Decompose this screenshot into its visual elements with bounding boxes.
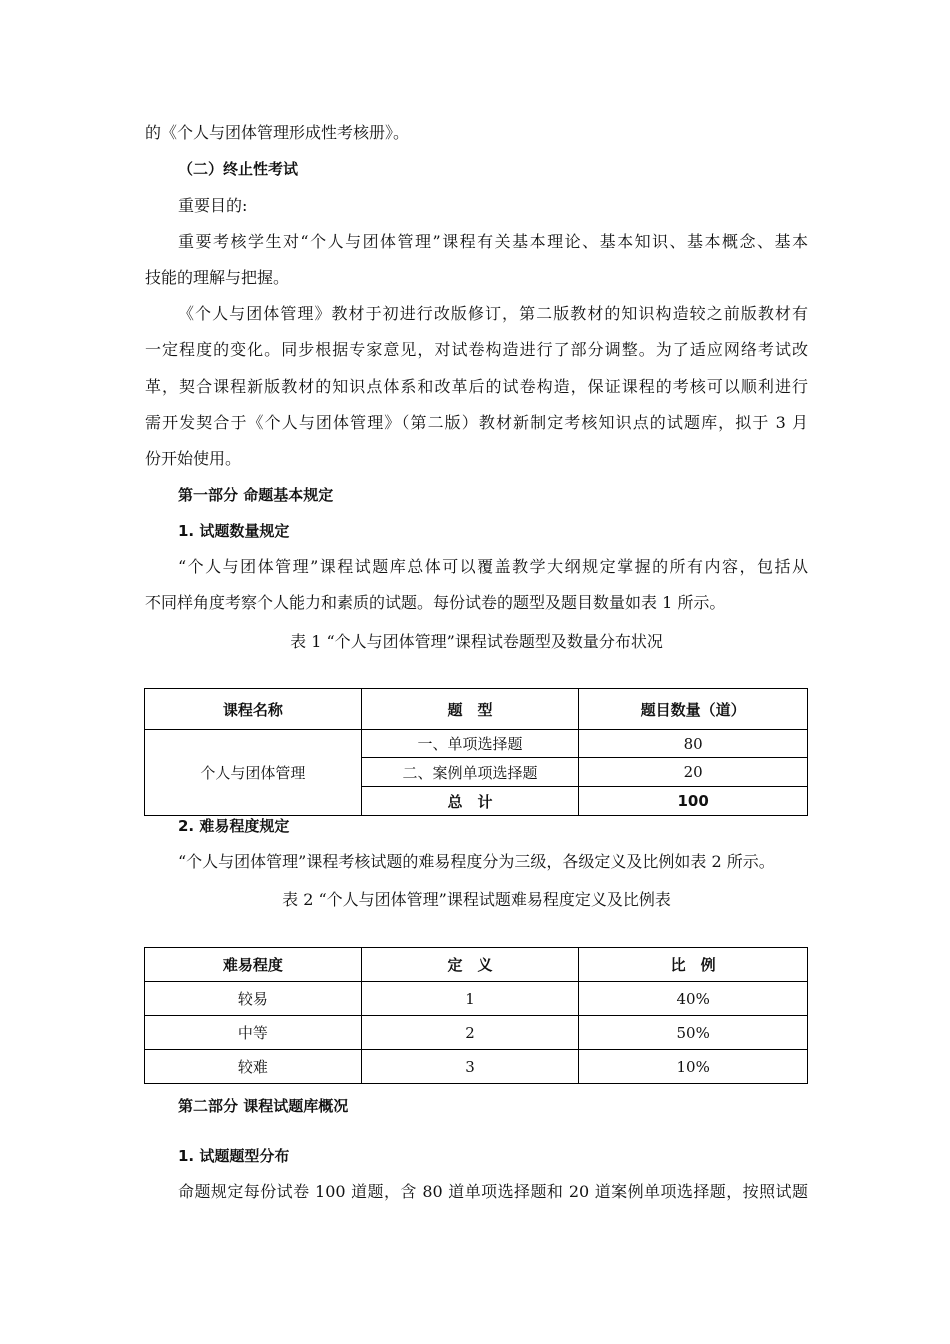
paragraph-line: 《个人与团体管理》教材于初进行改版修订，第二版教材的知识构造较之前版教材有	[178, 304, 808, 323]
table2-level-cell: 较易	[145, 982, 362, 1016]
table1-header-course: 课程名称	[145, 689, 362, 730]
table2-ratio-cell: 10%	[579, 1050, 808, 1084]
table1-type-cell: 一、单项选择题	[361, 730, 579, 758]
table2-header-definition: 定 义	[361, 948, 579, 982]
section-heading-final-exam: （二）终止性考试	[178, 160, 299, 178]
paragraph-line: 需开发契合于《个人与团体管理》（第二版）教材新制定考核知识点的试题库，拟于 3 月	[145, 413, 808, 432]
table1-count-cell: 20	[579, 758, 808, 787]
purpose-label: 重要目的:	[178, 196, 248, 215]
table2-header-level: 难易程度	[145, 948, 362, 982]
paragraph-line: 技能的理解与把握。	[145, 268, 290, 287]
table2-caption: 表 2 “个人与团体管理”课程试题难易程度定义及比例表	[282, 890, 671, 909]
table1-total-label: 总 计	[361, 787, 579, 816]
paragraph-line: 命题规定每份试卷 100 道题，含 80 道单项选择题和 20 道案例单项选择题，按照试题	[178, 1182, 808, 1201]
table2-definition-cell: 3	[361, 1050, 579, 1084]
table2-header-ratio: 比 例	[579, 948, 808, 982]
paragraph-line: 份开始使用。	[145, 449, 242, 468]
part-one-title: 第一部分 命题基本规定	[178, 486, 334, 504]
paragraph-line: 一定程度的变化。同步根据专家意见，对试卷构造进行了部分调整。为了适应网络考试改	[145, 340, 808, 359]
paragraph-line: 重要考核学生对“个人与团体管理”课程有关基本理论、基本知识、基本概念、基本	[178, 232, 808, 251]
table2-level-cell: 较难	[145, 1050, 362, 1084]
table2-definition-cell: 1	[361, 982, 579, 1016]
table2-ratio-cell: 50%	[579, 1016, 808, 1050]
table2-definition-cell: 2	[361, 1016, 579, 1050]
table1-course-name: 个人与团体管理	[145, 730, 362, 816]
paragraph-line: 的《个人与团体管理形成性考核册》。	[145, 123, 410, 142]
paragraph-line: 革，契合课程新版教材的知识点体系和改革后的试卷构造，保证课程的考核可以顺利进行	[145, 377, 808, 396]
table1-header-count: 题目数量（道）	[579, 689, 808, 730]
paragraph-line: “个人与团体管理”课程试题库总体可以覆盖教学大纲规定掌握的所有内容，包括从	[178, 557, 808, 576]
section-title-quantity: 1. 试题数量规定	[178, 522, 290, 540]
paragraph-line: “个人与团体管理”课程考核试题的难易程度分为三级，各级定义及比例如表 2 所示。	[178, 852, 775, 871]
difficulty-table	[144, 947, 808, 1084]
question-type-table	[144, 688, 808, 816]
table1-count-cell: 80	[579, 730, 808, 758]
table1-total-count: 100	[579, 787, 808, 816]
section-title-type-distribution: 1. 试题题型分布	[178, 1147, 290, 1165]
table1-type-cell: 二、案例单项选择题	[361, 758, 579, 787]
table1-caption: 表 1 “个人与团体管理”课程试卷题型及数量分布状况	[290, 632, 663, 651]
table2-level-cell: 中等	[145, 1016, 362, 1050]
part-two-title: 第二部分 课程试题库概况	[178, 1097, 349, 1115]
section-title-difficulty: 2. 难易程度规定	[178, 817, 290, 835]
table1-header-type: 题 型	[361, 689, 579, 730]
paragraph-line: 不同样角度考察个人能力和素质的试题。每份试卷的题型及题目数量如表 1 所示。	[145, 593, 726, 612]
table2-ratio-cell: 40%	[579, 982, 808, 1016]
